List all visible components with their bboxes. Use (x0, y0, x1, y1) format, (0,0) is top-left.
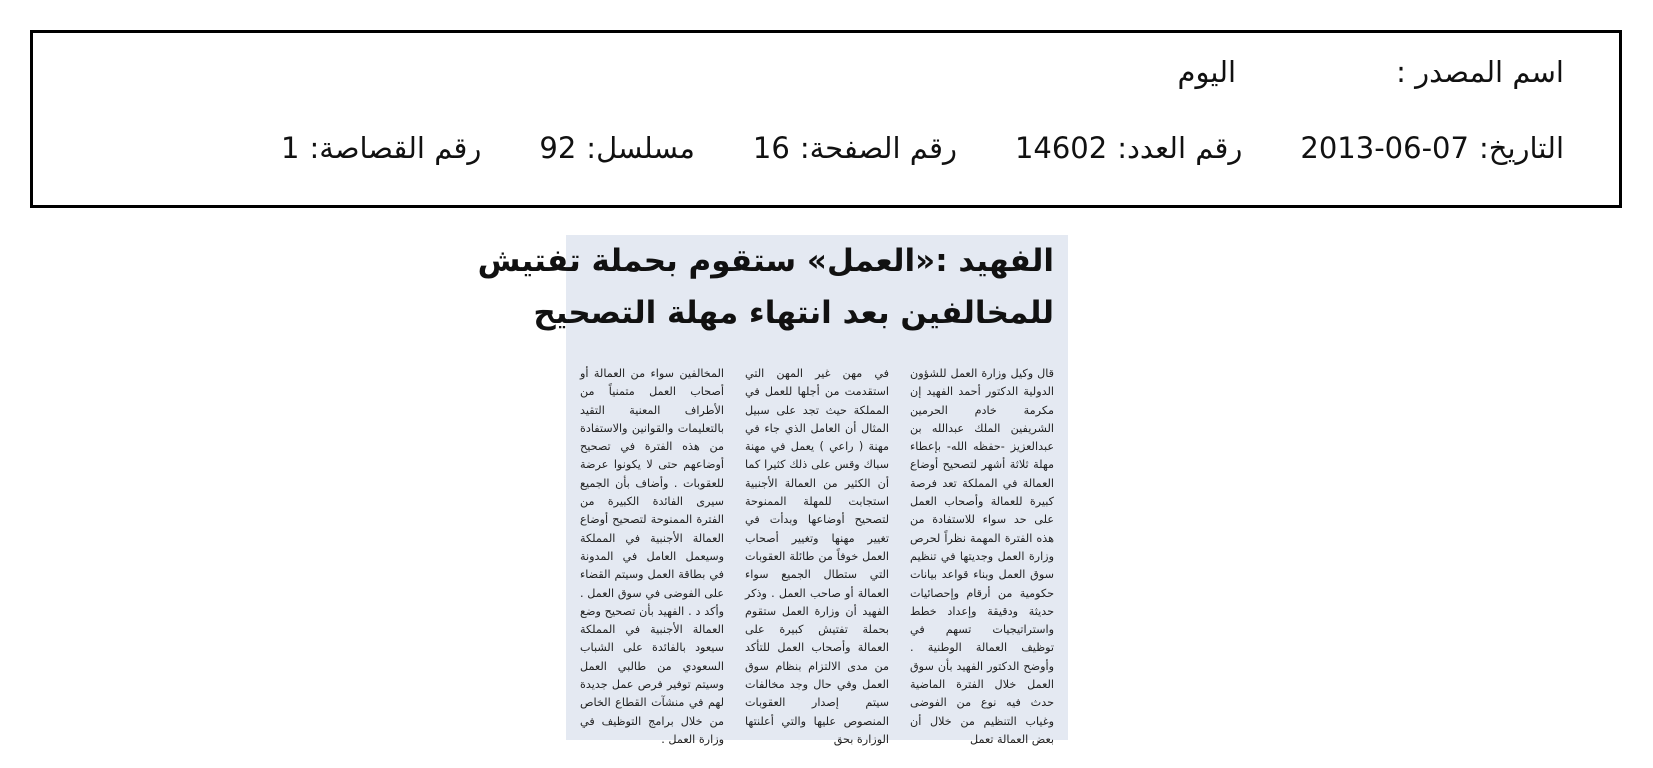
serial-label: مسلسل: (586, 131, 695, 165)
issue-value: 14602 (1014, 131, 1108, 165)
headline-line-2: للمخالفين بعد انتهاء مهلة التصحيح (533, 295, 1054, 331)
clip-label: رقم القصاصة: (309, 131, 482, 165)
source-row (1178, 55, 1565, 89)
source-value: اليوم (1177, 55, 1237, 89)
article-column-3: المخالفين سواء من العمالة أو أصحاب العمل متمنياً من الأطراف المعنية التقيد بالتعليمات والقوانين والاستفادة من هذه الفترة في تصحيح أوضاعهم حتى لا يكونوا عرضة للعقوبات . وأضاف بأن الجميع سيرى الفائدة الكبيرة من الفترة الممنوحة لتصحيح أوضاع العمالة الأجنبية في المملكة وسيعمل العامل في المدونة في بطاقة العمل وسيتم القضاء على الفوضى في سوق العمل . وأكد د . الفهيد بأن تصحيح وضع العمالة الأجنبية في المملكة سيعود بالفائدة على الشباب السعودي من طالبي العمل وسيتم توفير فرص عمل جديدة لهم في منشآت القطاع الخاص من خلال برامج التوظيف في وزارة العمل . (580, 367, 724, 746)
headline-line-1: الفهيد :«العمل» ستقوم بحملة تفتيش (477, 243, 1054, 279)
source-label: اسم المصدر : (1396, 55, 1564, 89)
newspaper-clipping (477, 235, 1068, 746)
serial-value: 92 (539, 131, 577, 165)
page-value: 16 (752, 131, 790, 165)
article-column-2: في مهن غير المهن التي استقدمت من أجلها للعمل في المملكة حيث تجد على سبيل المثال أن العامل الذي جاء في مهنة ( راعي ) يعمل في مهنة سباك وقس على ذلك كثيرا كما أن الكثير من العمالة الأجنبية استجابت للمهلة الممنوحة لتصحيح أوضاعها وبدأت في تغيير مهنها وتغيير أصحاب العمل خوفاً من طائلة العقوبات التي ستطال الجميع سواء العمالة أو صاحب العمل . وذكر الفهيد أن وزارة العمل ستقوم بحملة تفتيش كبيرة على العمالة وأصحاب العمل للتأكد من مدى الالتزام بنظام سوق العمل وفي حال وجد مخالفات سيتم إصدار العقوبات المنصوص عليها والتي أعلنتها الوزارة بحق (745, 367, 889, 746)
clip-value: 1 (281, 131, 300, 165)
article-columns (580, 365, 1054, 746)
article-headline (477, 235, 1054, 339)
issue-label: رقم العدد: (1117, 131, 1243, 165)
source-info-box (30, 30, 1622, 208)
page-label: رقم الصفحة: (799, 131, 957, 165)
date-value: 2013-06-07 (1300, 131, 1469, 165)
date-label: التاريخ: (1478, 131, 1564, 165)
article-column-1: قال وكيل وزارة العمل للشؤون الدولية الدكتور أحمد الفهيد إن مكرمة خادم الحرمين الشريفين الملك عبدالله بن عبدالعزيز -حفظه الله- بإعطاء مهلة ثلاثة أشهر لتصحيح أوضاع العمالة في المملكة تعد فرصة كبيرة للعمالة وأصحاب العمل على حد سواء للاستفادة من هذه الفترة المهمة نظراً لحرص وزارة العمل وجديتها في تنظيم سوق العمل وبناء قواعد بيانات حكومية من أرقام وإحصائيات حديثة ودقيقة وإعداد خطط واستراتيجيات تسهم في توظيف العمالة الوطنية . وأوضح الدكتور الفهيد بأن سوق العمل خلال الفترة الماضية حدث فيه نوع من الفوضى وغياب التنظيم من خلال أن بعض العمالة تعمل (910, 367, 1054, 746)
meta-row (281, 131, 1564, 165)
